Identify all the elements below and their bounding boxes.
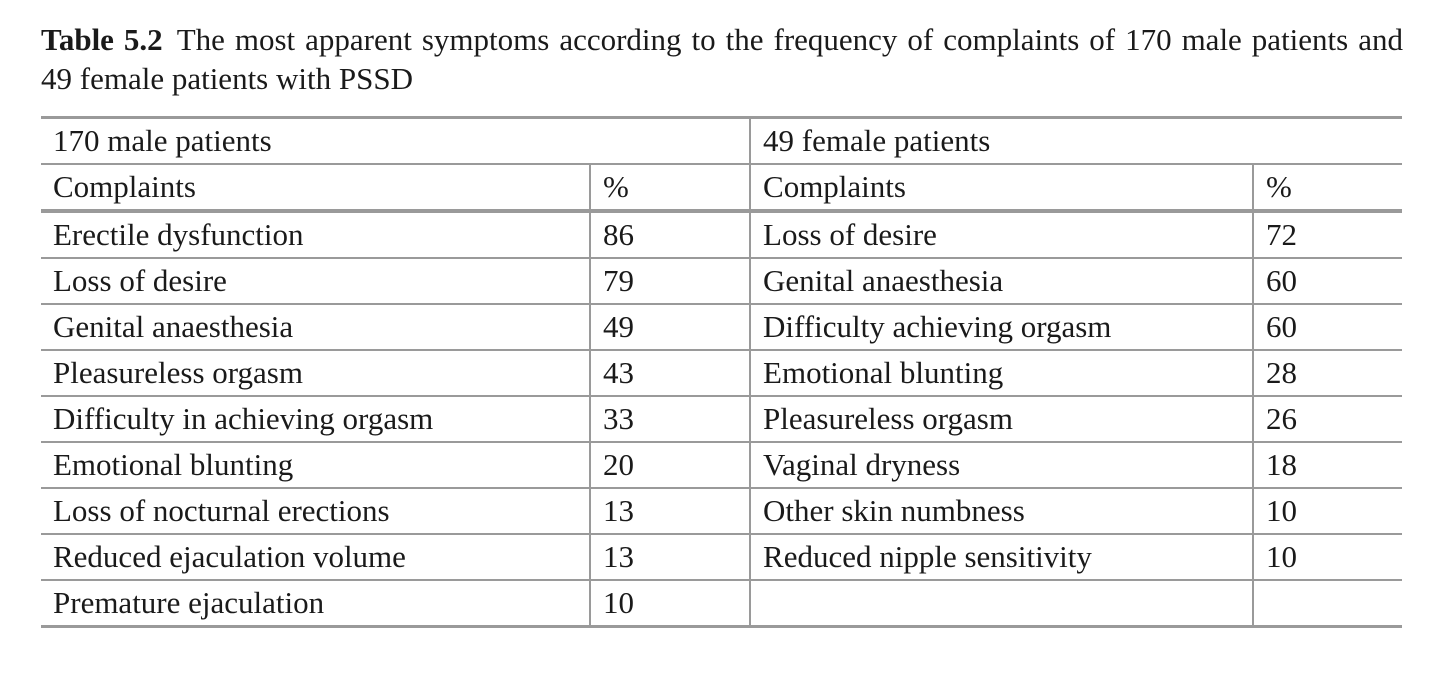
male-percent-cell: 49 [590, 304, 750, 350]
male-percent-cell: 79 [590, 258, 750, 304]
female-complaint-cell: Emotional blunting [750, 350, 1253, 396]
female-percent-cell: 60 [1253, 304, 1402, 350]
group-header-row [41, 118, 1402, 165]
column-header-row [41, 164, 1402, 211]
female-group-header: 49 female patients [750, 118, 1402, 165]
male-percent-cell: 10 [590, 580, 750, 627]
female-percent-cell: 28 [1253, 350, 1402, 396]
male-complaints-header: Complaints [41, 164, 590, 211]
female-complaint-cell: Reduced nipple sensitivity [750, 534, 1253, 580]
male-complaint-cell: Pleasureless orgasm [41, 350, 590, 396]
female-percent-cell: 72 [1253, 211, 1402, 258]
female-complaint-cell: Difficulty achieving orgasm [750, 304, 1253, 350]
table-row [41, 396, 1402, 442]
symptoms-table [41, 116, 1402, 628]
table-row [41, 258, 1402, 304]
female-percent-cell: 10 [1253, 488, 1402, 534]
table-caption [41, 20, 1403, 98]
female-complaint-cell: Pleasureless orgasm [750, 396, 1253, 442]
female-complaint-cell: Loss of desire [750, 211, 1253, 258]
table-row [41, 488, 1402, 534]
female-percent-cell: 10 [1253, 534, 1402, 580]
female-percent-cell: 60 [1253, 258, 1402, 304]
male-percent-cell: 13 [590, 534, 750, 580]
male-percent-cell: 13 [590, 488, 750, 534]
female-percent-cell: 18 [1253, 442, 1402, 488]
male-complaint-cell: Difficulty in achieving orgasm [41, 396, 590, 442]
female-complaints-header: Complaints [750, 164, 1253, 211]
male-percent-header: % [590, 164, 750, 211]
male-complaint-cell: Loss of desire [41, 258, 590, 304]
male-group-header: 170 male patients [41, 118, 750, 165]
male-complaint-cell: Erectile dysfunction [41, 211, 590, 258]
table-row [41, 350, 1402, 396]
male-percent-cell: 33 [590, 396, 750, 442]
caption-text: The most apparent symptoms according to the frequency of complaints of 170 male patients and 49 female patients with PSSD [41, 22, 1403, 96]
table-row [41, 442, 1402, 488]
female-complaint-cell: Other skin numbness [750, 488, 1253, 534]
male-complaint-cell: Reduced ejaculation volume [41, 534, 590, 580]
female-percent-header: % [1253, 164, 1402, 211]
male-percent-cell: 43 [590, 350, 750, 396]
female-complaint-cell: Vaginal dryness [750, 442, 1253, 488]
table-number: Table 5.2 [41, 22, 163, 57]
male-percent-cell: 86 [590, 211, 750, 258]
female-complaint-cell [750, 580, 1253, 627]
male-complaint-cell: Premature ejaculation [41, 580, 590, 627]
male-percent-cell: 20 [590, 442, 750, 488]
male-complaint-cell: Emotional blunting [41, 442, 590, 488]
table-row [41, 304, 1402, 350]
male-complaint-cell: Loss of nocturnal erections [41, 488, 590, 534]
table-row [41, 580, 1402, 627]
female-complaint-cell: Genital anaesthesia [750, 258, 1253, 304]
table-row [41, 211, 1402, 258]
female-percent-cell [1253, 580, 1402, 627]
female-percent-cell: 26 [1253, 396, 1402, 442]
male-complaint-cell: Genital anaesthesia [41, 304, 590, 350]
table-row [41, 534, 1402, 580]
